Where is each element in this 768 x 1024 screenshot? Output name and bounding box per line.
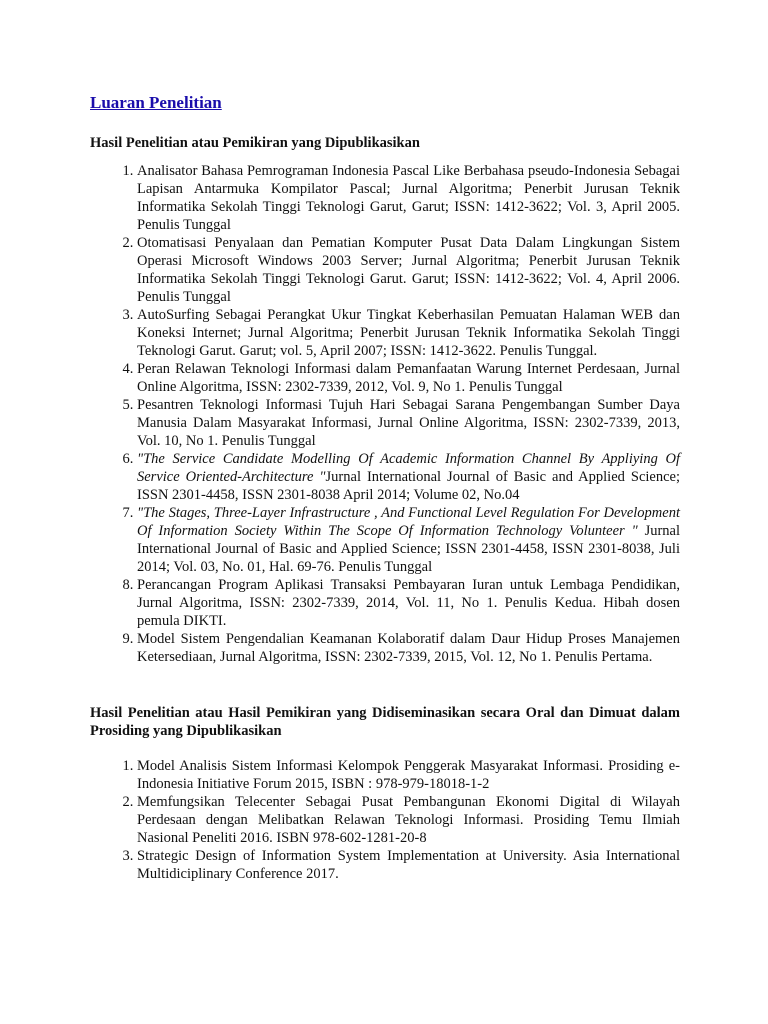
list-item [137,576,680,630]
list-item [137,504,680,576]
list-item [137,793,680,847]
list-item [137,757,680,793]
list-item [137,234,680,306]
list-item-italic-title: "The Service Candidate Modelling Of Academic Information Channel By Appliying Of Service Oriented-Architecture " [137,451,680,485]
section-heading-proceedings: Hasil Penelitian atau Hasil Pemikiran yang Didiseminasikan secara Oral dan Dimuat dalam Prosiding yang Dipublikasikan [90,705,680,739]
section-heading-journals: Hasil Penelitian atau Pemikiran yang Dipublikasikan [90,135,420,151]
list-item [137,450,680,504]
list-item-text: Jurnal International Journal of Basic and Applied Science; ISSN 2301-4458, ISSN 2301-8038 April 2014; Volume 02, No.04 [137,469,680,503]
proceedings-publication-list [90,757,680,883]
list-item-text: Model Analisis Sistem Informasi Kelompok Penggerak Masyarakat Informasi. Prosiding e-Indonesia Initiative Forum 2015, ISBN : 978-979-18018-1-2 [137,758,680,792]
list-item-text: Analisator Bahasa Pemrograman Indonesia Pascal Like Berbahasa pseudo-Indonesia Sebagai Lapisan Antarmuka Kompilator Pascal; Jurnal Algoritma; Penerbit Jurusan Teknik Informatika Sekolah Tinggi Teknologi Garut, Garut; ISSN: 1412-3622; Vol. 3, April 2005. Penulis Tunggal [137,163,680,233]
list-item-text: Perancangan Program Aplikasi Transaksi Pembayaran Iuran untuk Lembaga Pendidikan, Jurnal Algoritma, ISSN: 2302-7339, 2014, Vol. 11, No 1. Penulis Kedua. Hibah dosen pemula DIKTI. [137,577,680,629]
journal-publication-list [90,162,680,666]
list-item [137,162,680,234]
list-item-italic-title: "The Stages, Three-Layer Infrastructure , And Functional Level Regulation For Development Of Information Society Within The Scope Of Information Technology Volunteer " [137,505,680,539]
list-item-text: Model Sistem Pengendalian Keamanan Kolaboratif dalam Daur Hidup Proses Manajemen Ketersediaan, Jurnal Algoritma, ISSN: 2302-7339, 2015, Vol. 12, No 1. Penulis Pertama. [137,631,680,665]
list-item [137,847,680,883]
list-item-text: Strategic Design of Information System Implementation at University. Asia International Multidiciplinary Conference 2017. [137,848,680,882]
list-item [137,396,680,450]
list-item-text: AutoSurfing Sebagai Perangkat Ukur Tingkat Keberhasilan Pemuatan Halaman WEB dan Koneksi Internet; Jurnal Algoritma; Penerbit Jurusan Teknik Informatika Sekolah Tinggi Teknologi Garut. Garut; vol. 5, April 2007; ISSN: 1412-3622. Penulis Tunggal. [137,307,680,359]
list-item [137,306,680,360]
page-title-link[interactable]: Luaran Penelitian [90,93,222,112]
list-item [137,630,680,666]
list-item-text: Pesantren Teknologi Informasi Tujuh Hari Sebagai Sarana Pengembangan Sumber Daya Manusia Dalam Masyarakat Informasi, Jurnal Online Algoritma, ISSN: 2302-7339, 2013, Vol. 10, No 1. Penulis Tunggal [137,397,680,449]
list-item-text: Jurnal International Journal of Basic and Applied Science; ISSN 2301-4458, ISSN 2301-8038, Juli 2014; Vol. 03, No. 01, Hal. 69-76. Penulis Tunggal [137,523,681,575]
list-item-text: Peran Relawan Teknologi Informasi dalam Pemanfaatan Warung Internet Perdesaan, Jurnal Online Algoritma, ISSN: 2302-7339, 2012, Vol. 9, No 1. Penulis Tunggal [137,361,680,395]
list-item-text: Memfungsikan Telecenter Sebagai Pusat Pembangunan Ekonomi Digital di Wilayah Perdesaan dengan Melibatkan Relawan Teknologi Informasi. Prosiding Temu Ilmiah Nasional Peneliti 2016. ISBN 978-602-1281-20-8 [137,794,680,846]
list-item [137,360,680,396]
list-item-text: Otomatisasi Penyalaan dan Pematian Komputer Pusat Data Dalam Lingkungan Sistem Operasi Microsoft Windows 2003 Server; Jurnal Algoritma; Penerbit Jurusan Teknik Informatika Sekolah Tinggi Teknologi Garut. Garut; ISSN: 1412-3622; Vol. 4, April 2006. Penulis Tunggal [137,235,680,305]
